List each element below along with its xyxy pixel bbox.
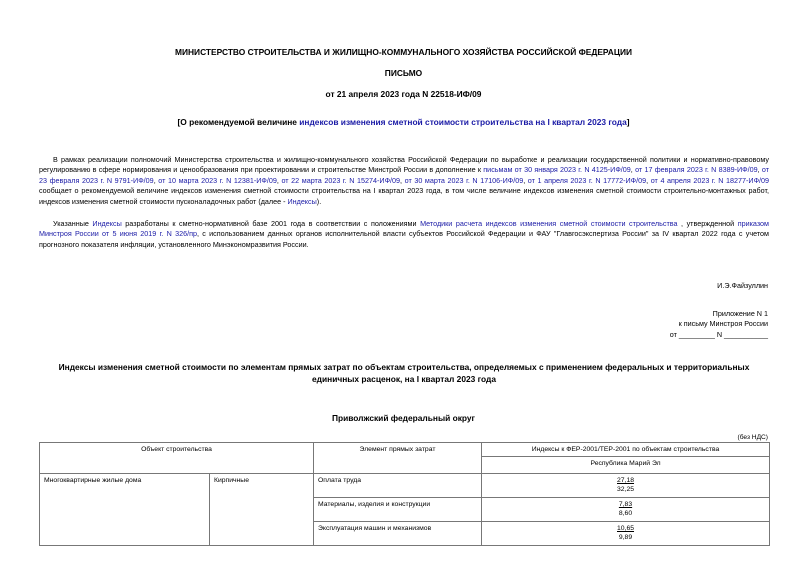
appendix-line-1: Приложение N 1 (712, 309, 768, 318)
value-cell (482, 474, 770, 498)
letter-link-4[interactable]: от 10 марта 2023 г. N 12381-ИФ/09 (158, 175, 277, 185)
value-primary: 10,65 (617, 525, 635, 532)
element-cell: Оплата труда (314, 474, 482, 498)
header-region: Республика Марий Эл (482, 457, 770, 474)
material-cell: Кирпичные (210, 474, 314, 546)
text: разработаны к сметно-нормативной базе 2001 года в соответствии с положениями (121, 219, 421, 228)
subject-link[interactable]: индексов изменения сметной стоимости строительства на I квартал 2023 года (299, 117, 627, 127)
table-row (40, 474, 770, 498)
value-primary: 27,18 (617, 477, 635, 484)
separator: , (276, 175, 282, 185)
letter-link-3[interactable]: от 23 февраля 2023 г. N 9791-ИФ/09 (39, 165, 770, 185)
separator: , (400, 175, 405, 185)
text: Указанные (53, 219, 93, 228)
letter-link-8[interactable]: от 4 апреля 2023 г. N 18277-ИФ/09 (650, 175, 770, 185)
methodology-link[interactable]: Методики расчета индексов изменения сметной стоимости строительства (420, 219, 678, 228)
subject-close: ] (626, 117, 630, 127)
value-secondary: 9,89 (618, 534, 633, 541)
letter-link-5[interactable]: от 22 марта 2023 г. N 15274-ИФ/09 (281, 175, 401, 185)
order-link[interactable]: приказом Минстроя России от 5 июня 2019 г. N 326/пр (39, 219, 769, 239)
document-date-number: от 21 апреля 2023 года N 22518-ИФ/09 (325, 89, 482, 99)
header-indexes: Индексы к ФЕР-2001/ТЕР-2001 по объектам строительства (482, 443, 770, 457)
appendix-line-3: от _________ N ___________ (669, 329, 768, 339)
separator: , (523, 175, 528, 185)
indexes-link[interactable]: Индексы (287, 196, 317, 206)
separator: , (646, 175, 651, 185)
value-cell (482, 498, 770, 522)
section-title: Индексы изменения сметной стоимости по элементам прямых затрат по объектам строительства, определяемых с применением федеральных и территориальных единичных расценок, на I квартал 2023 года (58, 362, 750, 384)
separator: , (153, 175, 159, 185)
text: , с использованием данных органов исполнительной власти субъектов Российской Федерации и ФАУ "Главгосэкспертиза России" за IV квартал 2022 года с учетом прогнозного показателя инфляции, установленного Минэкономразвития России. (39, 229, 769, 249)
text: В рамках реализации полномочий Министерства строительства и жилищно-коммунального хозяйства Российской Федерации по выработке и реализации государственной политики и нормативно-правовому регулированию в сфере нормирования и ценообразования при проектировании и строительстве Минстрой России в дополнение к (39, 155, 769, 175)
object-cell: Многоквартирные жилые дома (40, 474, 210, 546)
header-element: Элемент прямых затрат (314, 443, 482, 474)
appendix-line-2: к письму Минстроя России (678, 319, 768, 329)
text: сообщает о рекомендуемой величине индексов изменения сметной стоимости строительства на I квартал 2023 года, в том числе величине индексов изменения сметной стоимости строительно-монтажных работ, индексов изменения сметной стоимости пусконаладочных работ (далее - (39, 186, 769, 206)
value-secondary: 32,25 (617, 486, 635, 493)
text: , утвержденной (677, 219, 738, 228)
element-cell: Материалы, изделия и конструкции (314, 498, 482, 522)
appendix-block (670, 309, 768, 340)
paragraph-1 (39, 155, 769, 207)
letter-link-1[interactable]: письмам от 30 января 2023 г. N 4125-ИФ/09 (483, 165, 631, 175)
document-type: ПИСЬМО (384, 68, 423, 78)
letter-link-2[interactable]: от 17 февраля 2023 г. N 8389-ИФ/09 (635, 165, 758, 175)
value-secondary: 8,60 (618, 510, 633, 517)
element-cell: Эксплуатация машин и механизмов (314, 522, 482, 546)
letter-link-6[interactable]: от 30 марта 2023 г. N 17106-ИФ/09 (404, 175, 524, 185)
indexes-link-2[interactable]: Индексы (92, 219, 122, 228)
header-object: Объект строительства (40, 443, 314, 474)
table-header-row (40, 443, 770, 457)
region-title: Приволжский федеральный округ (331, 413, 476, 423)
vat-note: (без НДС) (737, 434, 768, 441)
paragraph-2 (39, 219, 769, 250)
value-cell (482, 522, 770, 546)
ministry-title: МИНИСТЕРСТВО СТРОИТЕЛЬСТВА И ЖИЛИЩНО-КОММУНАЛЬНОГО ХОЗЯЙСТВА РОССИЙСКОЙ ФЕДЕРАЦИИ (175, 47, 632, 57)
separator: , (630, 165, 636, 175)
subject-open: [О рекомендуемой величине (177, 117, 300, 127)
letter-link-7[interactable]: от 1 апреля 2023 г. N 17772-ИФ/09 (527, 175, 647, 185)
text: ). (316, 196, 322, 206)
indexes-table (39, 442, 770, 546)
signature: И.Э.Файзуллин (717, 281, 768, 290)
separator: , (757, 165, 762, 175)
value-primary: 7,83 (618, 501, 633, 508)
document-subject (0, 117, 807, 127)
